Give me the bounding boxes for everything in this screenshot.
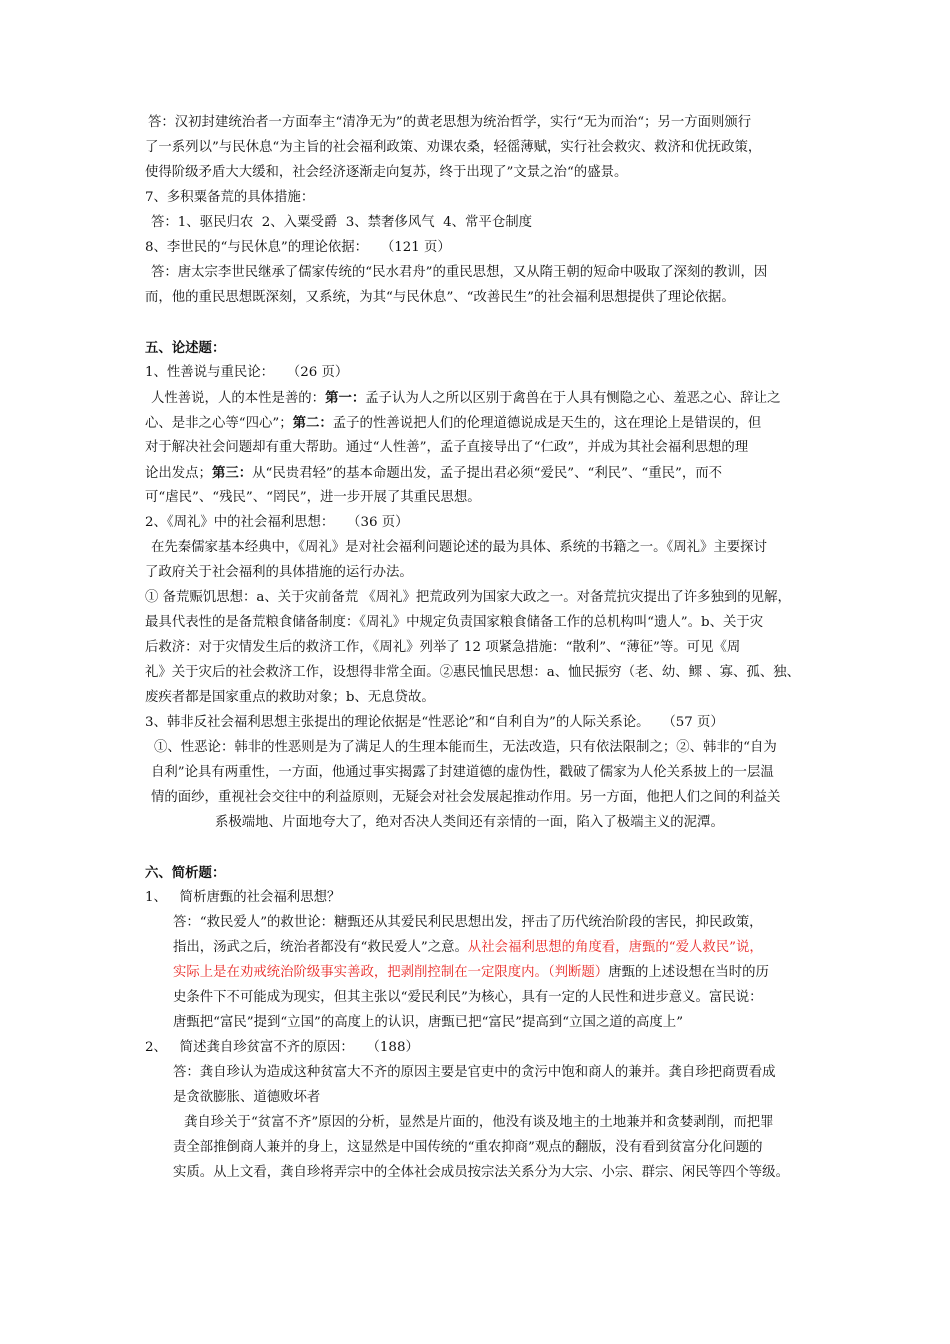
text-line (173, 911, 850, 935)
text-line (173, 936, 850, 960)
text-segment: 废疾者都是国家重点的救助对象；b、无息贷故。 (145, 690, 435, 705)
text-segment: 2、 简述龚自珍贫富不齐的原因： （188） (145, 1040, 419, 1055)
text-line (145, 686, 850, 710)
bold-text: 第一： (325, 390, 366, 406)
text-segment: 情的面纱，重视社会交往中的利益原则，无疑会对社会发展起推动作用。另一方面，他把人们之间的利益关 (151, 790, 781, 805)
text-segment: 实质。从上文看，龚自珍将弄宗中的全体社会成员按宗法关系分为大宗、小宗、群宗、闲民等四个等级。 (173, 1165, 789, 1180)
text-line (145, 236, 850, 260)
text-line (151, 386, 850, 410)
text-segment: ①、性恶论：韩非的性恶则是为了满足人的生理本能而生，无法改造，只有依法限制之；②、韩非的“自为 (154, 740, 777, 755)
text-segment: 唐甄的上述设想在当时的历 (608, 965, 769, 980)
text-line (151, 261, 850, 285)
text-segment: 责全部推倒商人兼并的身上，这显然是中国传统的“重农抑商”观点的翻版，没有看到贫富分化问题的 (173, 1140, 763, 1155)
highlighted-text: 实际上是在劝戒统治阶级事实善政，把剥削控制在一定限度内。（判断题） (173, 965, 609, 980)
text-segment: 龚自珍关于“贫富不齐”原因的分析，显然是片面的，他没有谈及地主的土地兼并和贪婪剥削，而把罪 (184, 1115, 774, 1130)
text-line (173, 961, 850, 985)
text-line (173, 986, 850, 1010)
text-segment: 系极端地、片面地夸大了，绝对否决人类间还有亲情的一面，陷入了极端主义的泥潭。 (215, 815, 724, 830)
text-line (145, 161, 850, 185)
text-segment: 礼》关于灾后的社会救济工作，设想得非常全面。②惠民恤民思想：a、恤民振穷（老、幼、鳏 、寡、孤、独、 (145, 665, 800, 680)
text-segment: 论出发点； (145, 466, 212, 481)
text-segment: 指出，汤武之后，统治者都没有“救民爱人”之意。 (173, 940, 468, 955)
text-line (145, 136, 850, 160)
text-line (145, 361, 850, 385)
text-segment: 了政府关于社会福利的具体措施的运行办法。 (145, 565, 413, 580)
text-segment: 自利”论具有两重性，一方面，他通过事实揭露了封建道德的虚伪性，戳破了儒家为人伦关系披上的一层温 (151, 765, 774, 780)
text-line (145, 711, 850, 735)
text-line (145, 861, 850, 885)
text-segment: 最具代表性的是备荒粮食储备制度：《周礼》中规定负责国家粮食储备工作的总机构叫“遗人”。b、关于灾 (145, 615, 764, 630)
text-line (145, 336, 850, 360)
text-segment: 使得阶级矛盾大大缓和，社会经济逐渐走向复苏，终于出现了”文景之治“的盛景。 (145, 165, 628, 180)
text-line (145, 636, 850, 660)
text-line (145, 461, 850, 485)
text-segment: 可“虐民”、“残民”、“罔民”，进一步开展了其重民思想。 (145, 490, 481, 505)
text-segment: 了一系列以”与民休息“为主旨的社会福利政策、劝课农桑，轻徭薄赋，实行社会救灾、救济和优抚政策， (145, 140, 762, 155)
text-line (145, 286, 850, 310)
text-line (154, 736, 850, 760)
text-segment: 对于解决社会问题却有重大帮助。通过“人性善”，孟子直接导出了“仁政”，并成为其社会福利思想的理 (145, 440, 749, 455)
text-segment: 答：1、驱民归农 2、入粟受爵 3、禁奢侈风气 4、常平仓制度 (151, 215, 532, 230)
text-line (151, 786, 850, 810)
text-segment: 是贪欲膨胀、道德败坏者 (173, 1090, 321, 1105)
text-segment: 而，他的重民思想既深刻，又系统，为其“与民休息”、“改善民生”的社会福利思想提供了理论依据。 (145, 290, 735, 305)
text-segment: 在先秦儒家基本经典中，《周礼》是对社会福利问题论述的最为具体、系统的书籍之一。《周礼》主要探讨 (151, 540, 767, 555)
bold-text: 第三： (211, 465, 253, 481)
text-line (145, 611, 850, 635)
text-segment: 史条件下不可能成为现实，但其主张以“爱民利民”为核心，具有一定的人民性和进步意义。富民说： (173, 990, 763, 1005)
text-segment: 答：唐太宗李世民继承了儒家传统的“民水君舟”的重民思想，又从隋王朝的短命中吸取了深刻的教训，因 (151, 265, 768, 280)
text-segment: 从“民贵君轻”的基本命题出发，孟子提出君必须“爱民”、“利民”、“重民”，而不 (252, 466, 722, 481)
text-segment: 答：“救民爱人”的救世论：糖甄还从其爱民利民思想出发，抨击了历代统治阶段的害民，抑民政策， (173, 915, 763, 930)
text-line (145, 561, 850, 585)
text-line (151, 761, 850, 785)
text-segment: 心、是非之心等“四心”； (145, 416, 293, 431)
text-segment: 答：汉初封建统治者一方面奉主“清净无为”的黄老思想为统治哲学，实行“无为而治“；另一方面则颁行 (148, 115, 752, 130)
text-line (145, 586, 850, 610)
text-line (148, 111, 850, 135)
text-line (145, 436, 850, 460)
text-segment: 7、多积粟备荒的具体措施： (145, 190, 315, 205)
text-line (145, 486, 850, 510)
text-segment: 1、 简析唐甄的社会福利思想？ (145, 890, 341, 905)
text-segment: 人性善说，人的本性是善的： (151, 391, 326, 406)
text-line (145, 186, 850, 210)
text-line (173, 1011, 850, 1035)
bold-text: 第二： (292, 415, 333, 431)
text-line (151, 211, 850, 235)
text-segment: ① 备荒赈饥思想：a、关于灾前备荒 《周礼》把荒政列为国家大政之一。对备荒抗灾提出了许多独到的见解， (145, 590, 791, 605)
text-segment: 2、《周礼》中的社会福利思想： （36 页） (145, 515, 409, 530)
text-line (173, 1086, 850, 1110)
text-segment: 唐甄把“富民”提到“立国”的高度上的认识，唐甄已把“富民”提高到“立国之道的高度上” (173, 1015, 684, 1030)
text-line (145, 511, 850, 535)
text-line (151, 536, 850, 560)
text-line (173, 1161, 850, 1185)
text-line (173, 1136, 850, 1160)
text-segment: 3、韩非反社会福利思想主张提出的理论依据是“性恶论”和“自利自为”的人际关系论。 （57 页） (145, 715, 724, 730)
text-line (184, 1111, 850, 1135)
section-heading: 五、论述题： (145, 340, 226, 356)
text-line (145, 1036, 850, 1060)
text-segment: 8、李世民的“与民休息”的理论依据： （121 页） (145, 240, 451, 255)
text-line (215, 811, 850, 835)
highlighted-text: 从社会福利思想的角度看，唐甄的“爱人救民”说， (467, 940, 763, 955)
text-line (173, 1061, 850, 1085)
section-heading: 六、简析题： (145, 865, 226, 881)
text-segment: 后救济：对于灾情发生后的救济工作，《周礼》列举了 12 项紧急措施：“散利”、“薄征”等。可见《周 (145, 640, 741, 655)
text-segment: 答：龚自珍认为造成这种贫富大不齐的原因主要是官吏中的贪污中饱和商人的兼并。龚自珍把商贾看成 (173, 1065, 776, 1080)
text-line (145, 886, 850, 910)
text-line (145, 411, 850, 435)
text-segment: 孟子的性善说把人们的伦理道德说成是天生的，这在理论上是错误的，但 (332, 416, 762, 431)
text-line (145, 661, 850, 685)
text-segment: 孟子认为人之所以区别于禽兽在于人具有恻隐之心、羞恶之心、辞让之 (365, 391, 781, 406)
text-segment: 1、性善说与重民论： （26 页） (145, 365, 349, 380)
